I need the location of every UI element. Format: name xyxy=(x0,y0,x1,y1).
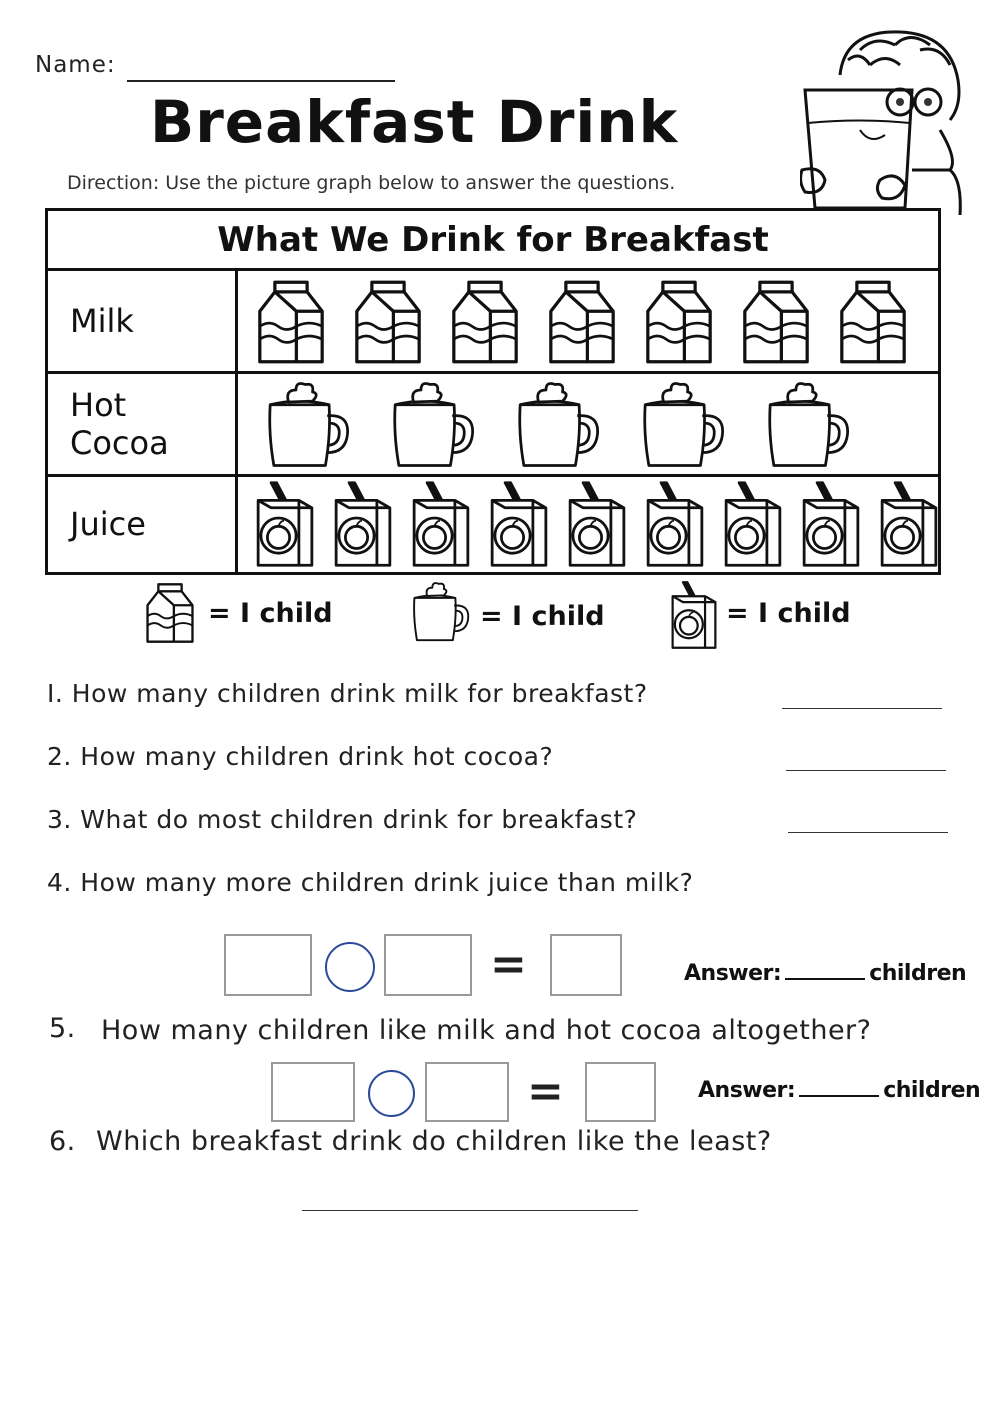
question-6: Which breakfast drink do children like the least? xyxy=(96,1126,772,1157)
key-juice-text: = I child xyxy=(726,598,851,629)
milk-carton-icon xyxy=(349,279,427,365)
row-label-milk: Milk xyxy=(48,271,238,371)
row-label-juice: Juice xyxy=(48,477,238,572)
juice-box-icon xyxy=(408,480,474,568)
cocoa-mug-icon xyxy=(633,379,731,471)
question-4: 4. How many more children drink juice than milk? xyxy=(47,868,694,897)
q4-answer-line[interactable] xyxy=(785,978,865,980)
key-cocoa-mug-icon xyxy=(405,580,475,644)
juice-box-icon xyxy=(564,480,630,568)
milk-icons xyxy=(240,271,938,371)
q4-result-box[interactable] xyxy=(550,934,622,996)
q4-answer xyxy=(684,961,966,986)
q5-equals-sign: = xyxy=(527,1066,564,1117)
page-title: Breakfast Drink xyxy=(150,88,679,156)
q5-answer-prefix: Answer: xyxy=(698,1078,796,1103)
question-3: 3. What do most children drink for breakfast? xyxy=(47,805,638,834)
milk-carton-icon xyxy=(543,279,621,365)
key-cocoa-text: = I child xyxy=(480,601,605,632)
milk-carton-icon xyxy=(640,279,718,365)
name-label: Name: xyxy=(35,52,116,78)
q4-answer-suffix: children xyxy=(869,961,967,986)
answer-line-6[interactable] xyxy=(302,1210,638,1211)
q5-answer xyxy=(698,1078,980,1103)
answer-line-1[interactable] xyxy=(782,708,942,709)
q5-number-box-1[interactable] xyxy=(271,1062,355,1122)
juice-box-icon xyxy=(720,480,786,568)
juice-box-icon xyxy=(252,480,318,568)
graph-row-milk xyxy=(48,271,938,374)
key-milk-text: = I child xyxy=(208,598,333,629)
picture-graph xyxy=(45,208,941,575)
graph-row-hot-cocoa xyxy=(48,374,938,477)
q5-operator-circle[interactable] xyxy=(368,1070,415,1117)
q4-equals-sign: = xyxy=(490,939,527,990)
cocoa-mug-icon xyxy=(258,379,356,471)
question-5-number: 5. xyxy=(49,1013,76,1044)
direction-text: Direction: Use the picture graph below to answer the questions. xyxy=(67,172,676,194)
cocoa-mug-icon xyxy=(508,379,606,471)
juice-box-icon xyxy=(330,480,396,568)
q5-answer-line[interactable] xyxy=(799,1095,879,1097)
name-input-line[interactable] xyxy=(127,80,395,82)
q5-answer-suffix: children xyxy=(883,1078,981,1103)
q4-operator-circle[interactable] xyxy=(325,942,375,992)
cocoa-mug-icon xyxy=(758,379,856,471)
q5-number-box-2[interactable] xyxy=(425,1062,509,1122)
key-milk-carton-icon xyxy=(137,582,203,644)
question-6-number: 6. xyxy=(49,1126,76,1157)
cocoa-mug-icon xyxy=(383,379,481,471)
juice-icons xyxy=(240,477,938,572)
juice-box-icon xyxy=(798,480,864,568)
juice-box-icon xyxy=(642,480,708,568)
milk-carton-icon xyxy=(834,279,912,365)
q4-number-box-1[interactable] xyxy=(224,934,312,996)
key-juice-box-icon xyxy=(668,580,720,650)
answer-line-2[interactable] xyxy=(786,770,946,771)
milk-carton-icon xyxy=(737,279,815,365)
juice-box-icon xyxy=(486,480,552,568)
child-with-milk-glass-illustration xyxy=(800,20,980,215)
milk-carton-icon xyxy=(446,279,524,365)
question-1: I. How many children drink milk for breakfast? xyxy=(47,679,648,708)
cocoa-icons xyxy=(240,374,938,474)
q4-number-box-2[interactable] xyxy=(384,934,472,996)
milk-carton-icon xyxy=(252,279,330,365)
graph-title: What We Drink for Breakfast xyxy=(48,211,938,271)
row-label-hot-cocoa: Hot Cocoa xyxy=(48,374,238,474)
graph-row-juice xyxy=(48,477,938,572)
question-5: How many children like milk and hot cocoa altogether? xyxy=(101,1015,872,1046)
q4-answer-prefix: Answer: xyxy=(684,961,782,986)
question-2: 2. How many children drink hot cocoa? xyxy=(47,742,554,771)
answer-line-3[interactable] xyxy=(788,832,948,833)
juice-box-icon xyxy=(876,480,942,568)
q5-result-box[interactable] xyxy=(585,1062,656,1122)
